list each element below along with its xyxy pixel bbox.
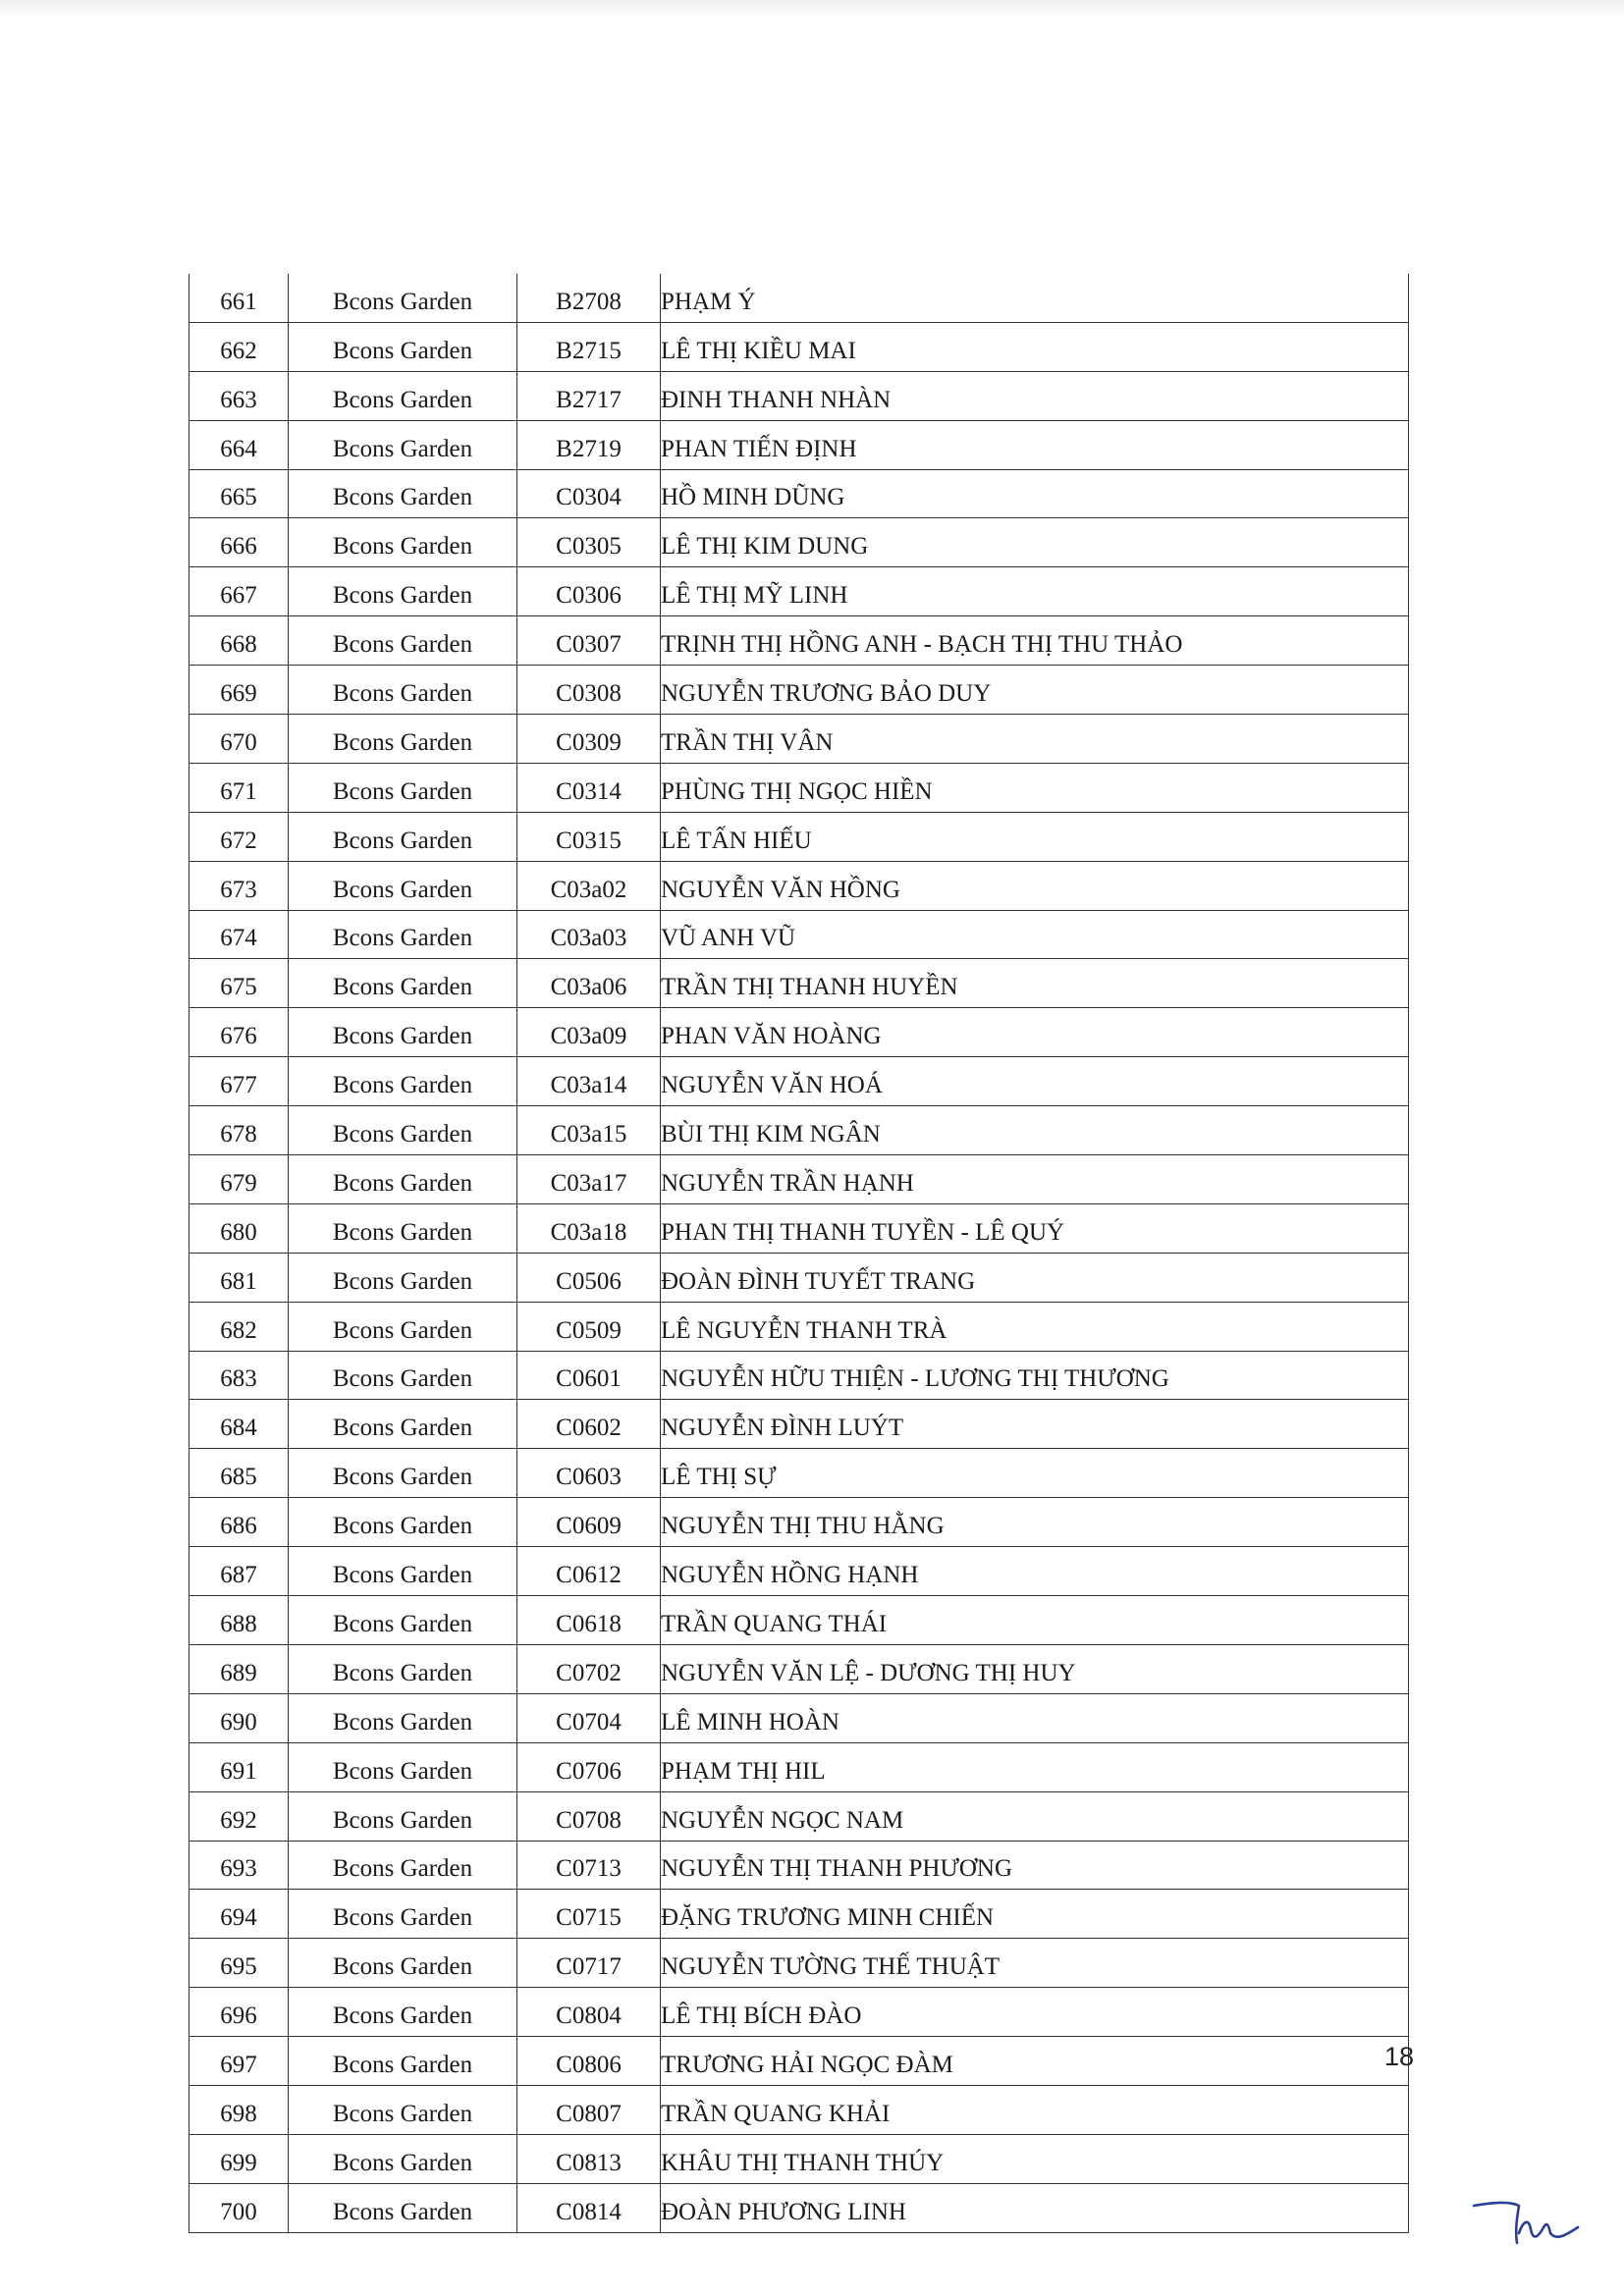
- table-row: [189, 812, 1409, 861]
- table-row: [189, 715, 1409, 764]
- owner-name: PHAN THỊ THANH TUYỀN - LÊ QUÝ: [661, 1203, 1409, 1253]
- row-number: 692: [189, 1791, 289, 1841]
- owner-name: LÊ THỊ MỸ LINH: [661, 567, 1409, 616]
- owner-name: NGUYỄN THỊ THU HẰNG: [661, 1498, 1409, 1547]
- row-number: 694: [189, 1890, 289, 1939]
- project-name: Bcons Garden: [289, 812, 517, 861]
- project-name: Bcons Garden: [289, 518, 517, 567]
- owner-name: NGUYỄN HỮU THIỆN - LƯƠNG THỊ THƯƠNG: [661, 1351, 1409, 1400]
- unit-code: B2708: [517, 274, 661, 322]
- unit-code: C0509: [517, 1302, 661, 1351]
- row-number: 670: [189, 715, 289, 764]
- owner-name: ĐOÀN PHƯƠNG LINH: [661, 2183, 1409, 2232]
- unit-code: B2717: [517, 371, 661, 420]
- row-number: 686: [189, 1498, 289, 1547]
- table-row: [189, 2037, 1409, 2086]
- project-name: Bcons Garden: [289, 1644, 517, 1693]
- project-name: Bcons Garden: [289, 1449, 517, 1498]
- unit-code: C0612: [517, 1547, 661, 1596]
- table-row: [189, 420, 1409, 469]
- table-row: [189, 861, 1409, 910]
- project-name: Bcons Garden: [289, 567, 517, 616]
- owner-name: PHÙNG THỊ NGỌC HIỀN: [661, 763, 1409, 812]
- project-name: Bcons Garden: [289, 1400, 517, 1449]
- owner-name: LÊ THỊ KIỀU MAI: [661, 322, 1409, 371]
- table-row: [189, 1302, 1409, 1351]
- row-number: 693: [189, 1841, 289, 1890]
- unit-code: C0706: [517, 1742, 661, 1791]
- row-number: 676: [189, 1008, 289, 1057]
- unit-code: C0813: [517, 2134, 661, 2183]
- owner-name: PHAN VĂN HOÀNG: [661, 1008, 1409, 1057]
- row-number: 661: [189, 274, 289, 322]
- unit-code: C0308: [517, 666, 661, 715]
- owner-name: NGUYỄN VĂN HỒNG: [661, 861, 1409, 910]
- owner-name: NGUYỄN TRƯƠNG BẢO DUY: [661, 666, 1409, 715]
- project-name: Bcons Garden: [289, 420, 517, 469]
- table-row: [189, 1155, 1409, 1204]
- row-number: 699: [189, 2134, 289, 2183]
- unit-code: B2715: [517, 322, 661, 371]
- project-name: Bcons Garden: [289, 616, 517, 666]
- unit-code: C0717: [517, 1939, 661, 1988]
- unit-code: C0708: [517, 1791, 661, 1841]
- row-number: 677: [189, 1057, 289, 1106]
- unit-code: C03a17: [517, 1155, 661, 1204]
- table-row: [189, 1596, 1409, 1645]
- owner-name: LÊ MINH HOÀN: [661, 1693, 1409, 1742]
- owner-list-table: [189, 274, 1409, 2233]
- unit-code: C0804: [517, 1988, 661, 2037]
- owner-name: NGUYỄN VĂN HOÁ: [661, 1057, 1409, 1106]
- signature-initial-mark: [1468, 2194, 1596, 2253]
- project-name: Bcons Garden: [289, 763, 517, 812]
- row-number: 689: [189, 1644, 289, 1693]
- owner-name: TRẦN QUANG KHẢI: [661, 2085, 1409, 2134]
- unit-code: C03a09: [517, 1008, 661, 1057]
- owner-name: VŨ ANH VŨ: [661, 910, 1409, 959]
- unit-code: C0315: [517, 812, 661, 861]
- unit-code: C03a15: [517, 1106, 661, 1155]
- table-row: [189, 1008, 1409, 1057]
- project-name: Bcons Garden: [289, 322, 517, 371]
- unit-code: C0807: [517, 2085, 661, 2134]
- table-row: [189, 1890, 1409, 1939]
- unit-code: C0715: [517, 1890, 661, 1939]
- row-number: 664: [189, 420, 289, 469]
- table-row: [189, 1449, 1409, 1498]
- row-number: 679: [189, 1155, 289, 1204]
- row-number: 662: [189, 322, 289, 371]
- table-row: [189, 1400, 1409, 1449]
- table-body: [189, 274, 1409, 2232]
- row-number: 697: [189, 2037, 289, 2086]
- unit-code: C03a03: [517, 910, 661, 959]
- row-number: 673: [189, 861, 289, 910]
- owner-name: LÊ NGUYỄN THANH TRÀ: [661, 1302, 1409, 1351]
- table-row: [189, 322, 1409, 371]
- unit-code: C0314: [517, 763, 661, 812]
- project-name: Bcons Garden: [289, 2134, 517, 2183]
- row-number: 665: [189, 469, 289, 518]
- owner-name: TRẦN THỊ THANH HUYỀN: [661, 959, 1409, 1008]
- row-number: 678: [189, 1106, 289, 1155]
- table-row: [189, 616, 1409, 666]
- row-number: 684: [189, 1400, 289, 1449]
- row-number: 695: [189, 1939, 289, 1988]
- project-name: Bcons Garden: [289, 1008, 517, 1057]
- table-row: [189, 2183, 1409, 2232]
- row-number: 696: [189, 1988, 289, 2037]
- table-row: [189, 763, 1409, 812]
- row-number: 680: [189, 1203, 289, 1253]
- table-row: [189, 567, 1409, 616]
- scan-edge-shadow: [0, 0, 1624, 18]
- table-row: [189, 1057, 1409, 1106]
- unit-code: C03a06: [517, 959, 661, 1008]
- unit-code: C0704: [517, 1693, 661, 1742]
- table-row: [189, 1253, 1409, 1302]
- owner-name: NGUYỄN HỒNG HẠNH: [661, 1547, 1409, 1596]
- owner-name: TRƯƠNG HẢI NGỌC ĐÀM: [661, 2037, 1409, 2086]
- table-row: [189, 2085, 1409, 2134]
- project-name: Bcons Garden: [289, 1498, 517, 1547]
- project-name: Bcons Garden: [289, 1547, 517, 1596]
- row-number: 671: [189, 763, 289, 812]
- row-number: 688: [189, 1596, 289, 1645]
- unit-code: C0309: [517, 715, 661, 764]
- table-row: [189, 274, 1409, 322]
- unit-code: B2719: [517, 420, 661, 469]
- owner-name: ĐINH THANH NHÀN: [661, 371, 1409, 420]
- unit-code: C03a14: [517, 1057, 661, 1106]
- owner-name: TRẦN QUANG THÁI: [661, 1596, 1409, 1645]
- project-name: Bcons Garden: [289, 469, 517, 518]
- row-number: 685: [189, 1449, 289, 1498]
- owner-name: PHAN TIẾN ĐỊNH: [661, 420, 1409, 469]
- unit-code: C0603: [517, 1449, 661, 1498]
- unit-code: C0305: [517, 518, 661, 567]
- owner-name: BÙI THỊ KIM NGÂN: [661, 1106, 1409, 1155]
- table-row: [189, 1498, 1409, 1547]
- table-row: [189, 666, 1409, 715]
- owner-name: NGUYỄN TRẦN HẠNH: [661, 1155, 1409, 1204]
- project-name: Bcons Garden: [289, 1106, 517, 1155]
- project-name: Bcons Garden: [289, 1057, 517, 1106]
- project-name: Bcons Garden: [289, 1596, 517, 1645]
- unit-code: C0306: [517, 567, 661, 616]
- unit-code: C0618: [517, 1596, 661, 1645]
- table-row: [189, 469, 1409, 518]
- table-row: [189, 518, 1409, 567]
- owner-name: ĐẶNG TRƯƠNG MINH CHIẾN: [661, 1890, 1409, 1939]
- project-name: Bcons Garden: [289, 274, 517, 322]
- unit-code: C0602: [517, 1400, 661, 1449]
- owner-name: NGUYỄN TƯỜNG THẾ THUẬT: [661, 1939, 1409, 1988]
- table-row: [189, 1547, 1409, 1596]
- row-number: 663: [189, 371, 289, 420]
- table-row: [189, 1742, 1409, 1791]
- project-name: Bcons Garden: [289, 1693, 517, 1742]
- unit-code: C0609: [517, 1498, 661, 1547]
- owner-name: LÊ THỊ BÍCH ĐÀO: [661, 1988, 1409, 2037]
- project-name: Bcons Garden: [289, 1155, 517, 1204]
- unit-code: C0601: [517, 1351, 661, 1400]
- table-row: [189, 1203, 1409, 1253]
- row-number: 667: [189, 567, 289, 616]
- project-name: Bcons Garden: [289, 959, 517, 1008]
- table-row: [189, 1841, 1409, 1890]
- project-name: Bcons Garden: [289, 715, 517, 764]
- project-name: Bcons Garden: [289, 1841, 517, 1890]
- table-row: [189, 910, 1409, 959]
- project-name: Bcons Garden: [289, 861, 517, 910]
- project-name: Bcons Garden: [289, 1742, 517, 1791]
- project-name: Bcons Garden: [289, 1351, 517, 1400]
- project-name: Bcons Garden: [289, 1988, 517, 2037]
- project-name: Bcons Garden: [289, 2037, 517, 2086]
- owner-name: NGUYỄN ĐÌNH LUÝT: [661, 1400, 1409, 1449]
- unit-code: C03a18: [517, 1203, 661, 1253]
- row-number: 698: [189, 2085, 289, 2134]
- unit-code: C0806: [517, 2037, 661, 2086]
- owner-name: KHÂU THỊ THANH THÚY: [661, 2134, 1409, 2183]
- table-row: [189, 959, 1409, 1008]
- unit-code: C0506: [517, 1253, 661, 1302]
- owner-name: ĐOÀN ĐÌNH TUYẾT TRANG: [661, 1253, 1409, 1302]
- owner-name: PHẠM Ý: [661, 274, 1409, 322]
- owner-name: TRẦN THỊ VÂN: [661, 715, 1409, 764]
- row-number: 691: [189, 1742, 289, 1791]
- project-name: Bcons Garden: [289, 2085, 517, 2134]
- unit-code: C0702: [517, 1644, 661, 1693]
- table-row: [189, 1939, 1409, 1988]
- table-row: [189, 2134, 1409, 2183]
- owner-name: LÊ THỊ SỰ: [661, 1449, 1409, 1498]
- table-row: [189, 1693, 1409, 1742]
- page-number: 18: [1384, 2042, 1415, 2071]
- unit-code: C0713: [517, 1841, 661, 1890]
- row-number: 675: [189, 959, 289, 1008]
- owner-name: NGUYỄN THỊ THANH PHƯƠNG: [661, 1841, 1409, 1890]
- project-name: Bcons Garden: [289, 1302, 517, 1351]
- unit-code: C0304: [517, 469, 661, 518]
- table-row: [189, 1988, 1409, 2037]
- table-row: [189, 371, 1409, 420]
- owner-name: PHẠM THỊ HIL: [661, 1742, 1409, 1791]
- unit-code: C0307: [517, 616, 661, 666]
- project-name: Bcons Garden: [289, 910, 517, 959]
- project-name: Bcons Garden: [289, 2183, 517, 2232]
- row-number: 683: [189, 1351, 289, 1400]
- owner-name: NGUYỄN NGỌC NAM: [661, 1791, 1409, 1841]
- project-name: Bcons Garden: [289, 1203, 517, 1253]
- project-name: Bcons Garden: [289, 1253, 517, 1302]
- owner-name: HỒ MINH DŨNG: [661, 469, 1409, 518]
- unit-code: C0814: [517, 2183, 661, 2232]
- owner-name: LÊ THỊ KIM DUNG: [661, 518, 1409, 567]
- row-number: 681: [189, 1253, 289, 1302]
- row-number: 700: [189, 2183, 289, 2232]
- owner-name: NGUYỄN VĂN LỆ - DƯƠNG THỊ HUY: [661, 1644, 1409, 1693]
- table-row: [189, 1351, 1409, 1400]
- row-number: 674: [189, 910, 289, 959]
- owner-name: LÊ TẤN HIẾU: [661, 812, 1409, 861]
- table-row: [189, 1644, 1409, 1693]
- table-row: [189, 1791, 1409, 1841]
- row-number: 682: [189, 1302, 289, 1351]
- project-name: Bcons Garden: [289, 666, 517, 715]
- row-number: 666: [189, 518, 289, 567]
- row-number: 690: [189, 1693, 289, 1742]
- row-number: 668: [189, 616, 289, 666]
- unit-code: C03a02: [517, 861, 661, 910]
- project-name: Bcons Garden: [289, 1791, 517, 1841]
- row-number: 669: [189, 666, 289, 715]
- table-row: [189, 1106, 1409, 1155]
- row-number: 672: [189, 812, 289, 861]
- row-number: 687: [189, 1547, 289, 1596]
- project-name: Bcons Garden: [289, 371, 517, 420]
- owner-name: TRỊNH THỊ HỒNG ANH - BẠCH THỊ THU THẢO: [661, 616, 1409, 666]
- project-name: Bcons Garden: [289, 1890, 517, 1939]
- project-name: Bcons Garden: [289, 1939, 517, 1988]
